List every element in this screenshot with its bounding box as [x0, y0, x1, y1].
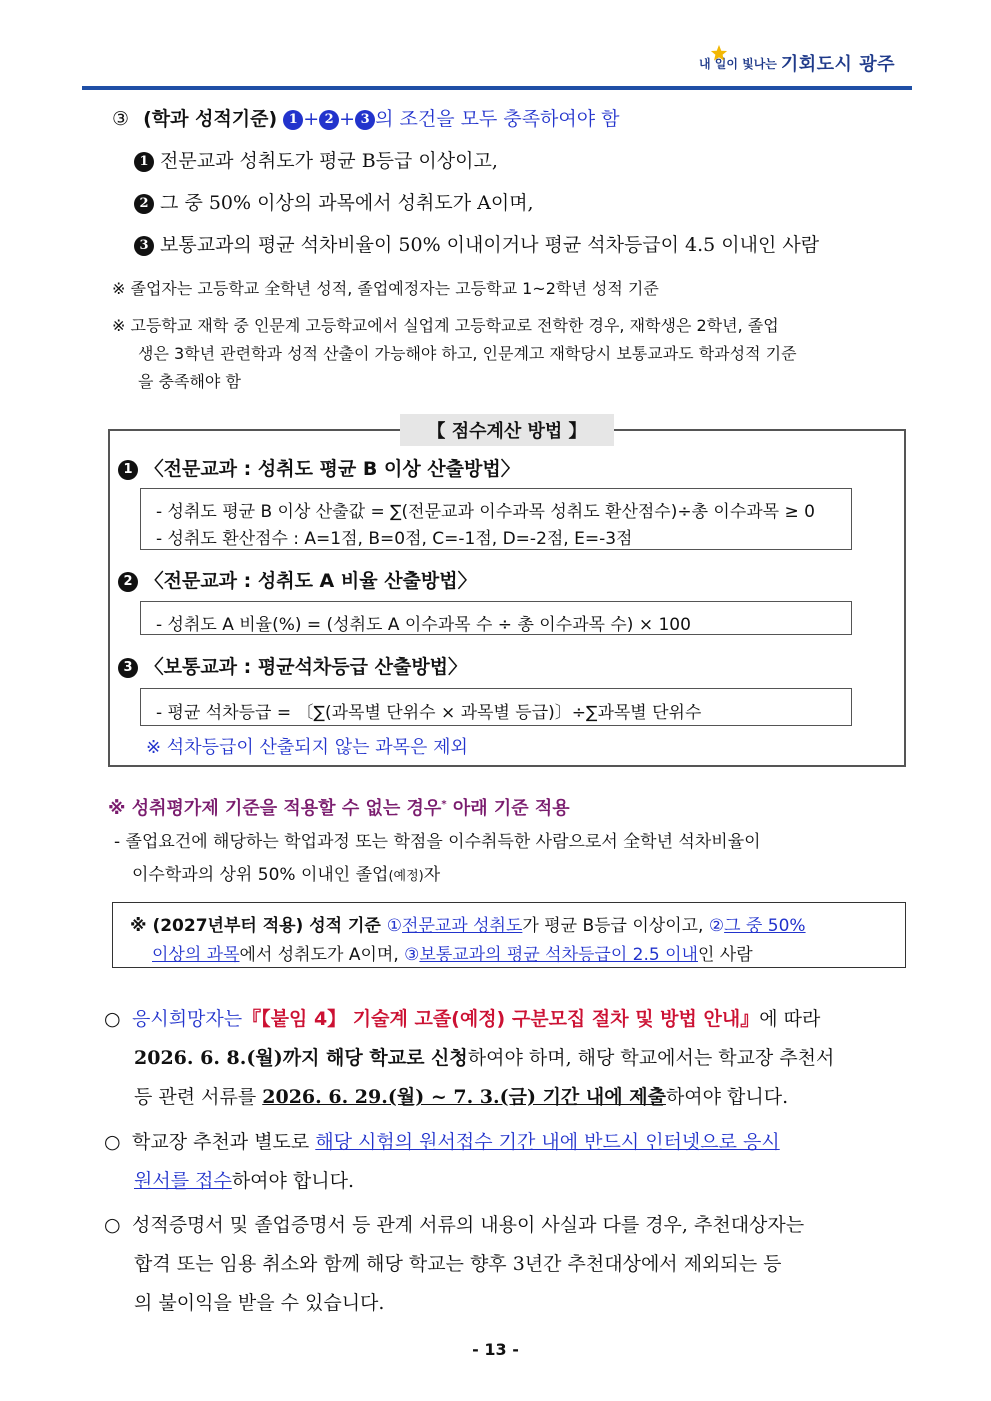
- item-badge: 3: [134, 236, 154, 256]
- heading-badge-1: 1: [283, 110, 303, 130]
- p2-b: 해당 시험의 원서접수 기간 내에 반드시 인터넷으로 응시: [315, 1131, 780, 1153]
- header-rule: [82, 86, 912, 90]
- p2-d: 하여야 합니다.: [231, 1170, 355, 1192]
- note-text-3: 인 사람: [697, 945, 753, 965]
- formula-line: - 성취도 평균 B 이상 산출값 = ∑(전문교과 이수과목 성취도 환산점수)÷총 이수과목 ≥ 0: [156, 502, 815, 522]
- note-circle-2: ②: [708, 916, 725, 936]
- paragraph-1-line-2: [134, 1043, 834, 1070]
- note-circle-3: ③: [404, 945, 420, 965]
- exception-line-2-a: 이수학과의 상위 50% 이내인 졸업: [132, 865, 389, 885]
- p1-e: 하여야 하며, 해당 학교에서는 학교장 추천서: [467, 1047, 835, 1069]
- criteria-item-2: [134, 188, 534, 215]
- paragraph-2-line-2: [134, 1166, 354, 1193]
- paragraph-3-line-1: [104, 1210, 804, 1237]
- exception-line-2-b: 자: [423, 865, 441, 885]
- section-heading-text: 〈전문교과 : 성취도 A 비율 산출방법〉: [144, 570, 477, 592]
- exception-line-1: - 졸업요건에 해당하는 학업과정 또는 학점을 이수취득한 사람으로서 全학년 석차비율이: [114, 832, 761, 852]
- score-box-title: 【 점수계산 방법 】: [400, 414, 614, 446]
- note-text-2: 에서 성취도가 A이며,: [239, 945, 405, 965]
- heading-badge-2: 2: [319, 110, 339, 130]
- page-number: - 13 -: [472, 1340, 519, 1359]
- paragraph-1-line-3: [134, 1082, 788, 1109]
- item-badge: 1: [134, 152, 154, 172]
- score-section-2-heading: [118, 566, 477, 593]
- paragraph-3-line-2: 합격 또는 임용 취소와 함께 해당 학교는 향후 3년간 추천대상에서 제외되는 등: [134, 1253, 782, 1275]
- note-part-2b: 이상의 과목: [152, 945, 240, 965]
- criteria-note-2-cont: 생은 3학년 관련학과 성적 산출이 가능해야 하고, 인문계고 재학당시 보통교과도 학과성적 기준: [138, 344, 797, 363]
- item-badge: 2: [134, 194, 154, 214]
- criteria-note-2-cont2: 을 충족해야 함: [138, 372, 241, 391]
- exception-sup: *: [441, 799, 447, 810]
- criteria-heading: ③ (학과 성적기준) 1 + 2 + 3 의 조건을 모두 충족하여야 함: [112, 108, 620, 130]
- score-box-footnote: ※ 석차등급이 산출되지 않는 과목은 제외: [146, 737, 468, 758]
- note-2027-line-2: [152, 940, 753, 965]
- note-circle-1: ①: [386, 916, 403, 936]
- heading-title: (학과 성적기준): [143, 108, 278, 130]
- exception-heading: [108, 794, 570, 820]
- section-badge: 2: [118, 572, 138, 592]
- note-part-1: 전문교과 성취도: [402, 916, 523, 936]
- exception-heading-tail: 아래 기준 적용: [446, 798, 570, 819]
- p1-b: 『【붙임 4】 기술계 고졸(예정) 구분모집 절차 및 방법 안내』: [242, 1008, 760, 1030]
- note-part-2: 그 중 50%: [724, 916, 806, 936]
- heading-badge-3: 3: [355, 110, 375, 130]
- p1-h: 하여야 합니다.: [665, 1086, 789, 1108]
- p1-c: 에 따라: [759, 1008, 821, 1030]
- section-badge: 1: [118, 460, 138, 480]
- criteria-note-2: ※ 고등학교 재학 중 인문계 고등학교에서 실업계 고등학교로 전학한 경우, 재학생은 2학년, 졸업: [112, 316, 779, 335]
- header-logo: [699, 50, 895, 76]
- logo-slogan: 내 일이 빛나는: [698, 56, 777, 71]
- section-badge: 3: [118, 658, 138, 678]
- score-section-1-heading: [118, 454, 520, 481]
- exception-line-2: [132, 860, 440, 885]
- item-text: 그 중 50% 이상의 과목에서 성취도가 A이며,: [160, 192, 534, 214]
- circle-bullet-icon: ○: [104, 1214, 121, 1236]
- formula-line: - 평균 석차등급 = 〔∑(과목별 단위수 × 과목별 등급)〕÷∑과목별 단위수: [156, 703, 702, 723]
- note-text-1: 가 평균 B등급 이상이고,: [522, 916, 709, 936]
- criteria-item-1: [134, 146, 498, 173]
- p1-f: 등 관련 서류를: [134, 1086, 263, 1108]
- formula-line: - 성취도 환산점수 : A=1점, B=0점, C=-1점, D=-2점, E=-3점: [156, 529, 633, 549]
- note-2027-line-1: [130, 911, 806, 936]
- p1-a: 응시희망자는: [132, 1008, 243, 1030]
- section-heading-text: 〈보통교과 : 평균석차등급 산출방법〉: [144, 656, 468, 678]
- paragraph-3-line-3: 의 불이익을 받을 수 있습니다.: [134, 1292, 385, 1314]
- p3-a: 성적증명서 및 졸업증명서 등 관계 서류의 내용이 사실과 다를 경우, 추천대상자는: [132, 1214, 805, 1236]
- logo-city-name: 기회도시 광주: [780, 54, 895, 75]
- paragraph-2-line-1: [104, 1127, 780, 1154]
- note-prefix: ※ (2027년부터 적용) 성적 기준: [130, 916, 387, 936]
- criteria-item-3: [134, 230, 819, 257]
- circle-bullet-icon: ○: [104, 1131, 121, 1153]
- score-section-3-heading: [118, 652, 467, 679]
- heading-suffix: 의 조건을 모두 충족하여야 함: [375, 108, 620, 130]
- formula-line: - 성취도 A 비율(%) = (성취도 A 이수과목 수 ÷ 총 이수과목 수) × 100: [156, 615, 691, 635]
- note-part-3: 보통교과의 평균 석차등급이 2.5 이내: [419, 945, 698, 965]
- exception-heading-text: ※ 성취평가제 기준을 적용할 수 없는 경우: [108, 798, 442, 819]
- p1-d: 2026. 6. 8.(월)까지 해당 학교로 신청: [134, 1047, 468, 1069]
- p1-g: 2026. 6. 29.(월) ~ 7. 3.(금) 기간 내에 제출: [262, 1086, 666, 1108]
- star-icon: [710, 44, 728, 62]
- criteria-note-1: ※ 졸업자는 고등학교 全학년 성적, 졸업예정자는 고등학교 1~2학년 성적 기준: [112, 279, 659, 298]
- circle-bullet-icon: ○: [104, 1008, 121, 1030]
- exception-line-2-small: (예정): [388, 869, 424, 884]
- item-text: 보통교과의 평균 석차비율이 50% 이내이거나 평균 석차등급이 4.5 이내인 사람: [160, 234, 820, 256]
- paragraph-1-line-1: [104, 1004, 820, 1031]
- heading-number: ③: [112, 108, 130, 130]
- item-text: 전문교과 성취도가 평균 B등급 이상이고,: [160, 150, 498, 172]
- section-heading-text: 〈전문교과 : 성취도 평균 B 이상 산출방법〉: [144, 458, 520, 480]
- p2-a: 학교장 추천과 별도로: [132, 1131, 316, 1153]
- p2-c: 원서를 접수: [134, 1170, 232, 1192]
